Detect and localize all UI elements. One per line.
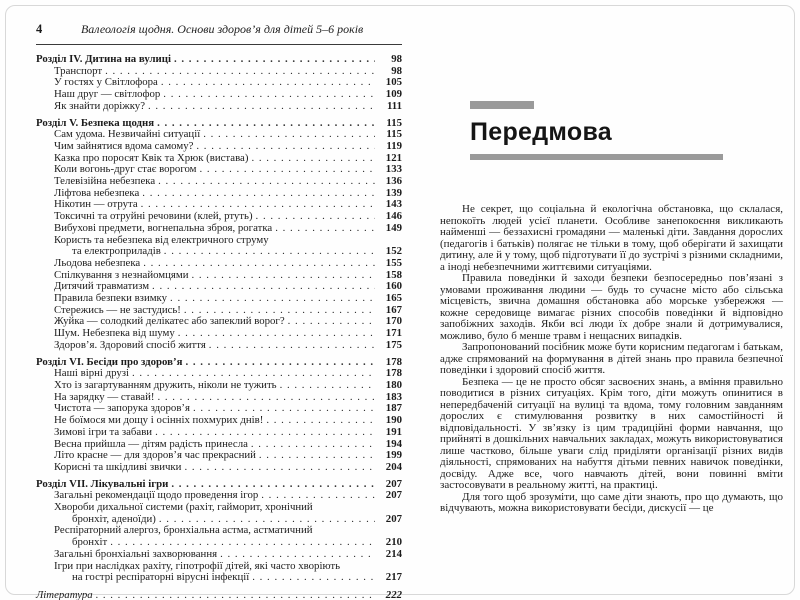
toc-page-number: 115	[386, 116, 402, 129]
toc-dot-leader	[196, 141, 375, 153]
toc-page-number: 160	[385, 280, 402, 293]
toc-entry-title: Література	[36, 588, 93, 600]
preface-page	[440, 101, 783, 515]
toc-entry-title: Правила безпеки взимку	[54, 292, 168, 305]
toc-entry-title: Транспорт	[54, 64, 103, 77]
toc-dot-leader	[163, 89, 375, 101]
toc-page-number: 187	[385, 402, 402, 415]
toc-dot-leader	[184, 462, 375, 474]
toc-page-number: 199	[385, 449, 402, 462]
toc-page-number: 158	[385, 268, 402, 281]
toc-entry	[36, 502, 402, 514]
toc-page-number: 136	[385, 175, 402, 188]
toc-page-number: 207	[385, 489, 402, 502]
toc-page-number: 183	[385, 390, 402, 403]
toc-entry	[36, 54, 402, 66]
toc-entry	[36, 572, 402, 584]
toc-page-number: 143	[385, 198, 402, 211]
toc-entry-title: на гострі респіраторні вірусні інфекції	[72, 571, 250, 584]
toc-page-number: 139	[385, 186, 402, 199]
toc-entry-title: Телевізійна небезпека	[54, 175, 156, 188]
toc-entry-title: У гостях у Світлофора	[54, 76, 158, 89]
toc-entry-title: Токсичні та отруйні речовини (клей, ртуть)	[54, 210, 253, 223]
toc-dot-leader	[158, 176, 375, 188]
toc-page-number: 152	[385, 245, 402, 258]
toc-dot-leader	[280, 380, 375, 392]
toc-dot-leader	[170, 293, 375, 305]
toc-page-number: 191	[385, 425, 402, 438]
toc-page-number: 194	[385, 437, 402, 450]
toc-entry	[36, 293, 402, 305]
toc-entry	[36, 176, 402, 188]
toc-entry-title: Розділ V. Безпека щодня	[36, 116, 155, 129]
toc-entry	[36, 549, 402, 561]
toc-entry-title: Стережись — не застудись!	[54, 303, 181, 316]
toc-entry-title: Чистота — запорука здоров’я	[54, 402, 190, 415]
toc-dot-leader	[192, 270, 376, 282]
toc-dot-leader	[252, 572, 375, 584]
toc-entry-title: Коли вогонь-друг стає ворогом	[54, 163, 197, 176]
toc-entry-title: Розділ VI. Бесіди про здоров’я	[36, 355, 183, 368]
toc-dot-leader	[251, 153, 375, 165]
toc-dot-leader	[143, 258, 375, 270]
toc-dot-leader	[256, 211, 375, 223]
paragraph: Не секрет, що соціальна й екологічна обстановка, що склалася, непокоїть людей усієї планети. Особливе занепокоєння викликають найменші — беззахисні громадяни — маленькі діти. Завдання дорослих (педагогів і батьків) полягає не тільки в тому, щоб оберігати й захищати дитину, але й у тому, щоб підготувати її до зустрічі з різними складними, а іноді небезпечними життєвими ситуаціями.	[440, 203, 783, 273]
toc-dot-leader	[152, 281, 375, 293]
toc-entry-title: бронхіт	[72, 536, 108, 549]
toc-entry	[36, 258, 402, 270]
toc-entry-title: Хто із загартуванням дружить, ніколи не тужить	[54, 378, 277, 391]
toc-entry-title: Наші вірні друзі	[54, 367, 129, 380]
toc-page-number: 214	[385, 547, 402, 560]
toc-dot-leader	[185, 357, 375, 369]
toc-entry-title: Загальні рекомендації щодо проведення ігор	[54, 489, 259, 502]
toc-page-number: 109	[385, 88, 402, 101]
toc-dot-leader	[209, 340, 375, 352]
toc-page-number: 121	[385, 151, 402, 164]
toc-entry	[36, 340, 402, 352]
toc-page-number: 210	[385, 536, 402, 549]
toc-entry-title: Дитячий травматизм	[54, 280, 150, 293]
table-of-contents	[36, 54, 402, 600]
toc-page-number: 146	[385, 210, 402, 223]
toc-dot-leader	[275, 223, 375, 235]
toc-dot-leader	[259, 450, 375, 462]
toc-page-number: 207	[385, 477, 402, 490]
toc-page-number: 167	[385, 303, 402, 316]
toc-entry-title: Сам удома. Незвичайні ситуації	[54, 128, 201, 141]
toc-page-number: 217	[385, 571, 402, 584]
toc-entry-title: Чим зайнятися вдома самому?	[54, 139, 194, 152]
toc-page-number: 180	[385, 378, 402, 391]
preface-body	[440, 204, 783, 515]
toc-entry	[36, 101, 402, 113]
toc-entry-title: Корисні та шкідливі звички	[54, 460, 182, 473]
paragraph: Безпека — це не просто обсяг засвоєних знань, а вміння правильно поводитися в різних ситуаціях. Крім того, діти можуть опинитися в непередбаченій ситуації на вулиці та вдома, тому головним завданням дорослих є стимулювання розвитку в них самостійності й відповідальності. У зв’язку із цим традиційні форми навчання, що прийняті в дошкільних навчальних закладах, можуть використовуватися лише частково, більше уваги слід приділяти організації різних видів діяльності, спрямованих на набуття дітьми певних навичок поведінки, досвіду. Адже все, чого навчають дітей, вони повинні вміти застосовувати в реальному житті, на практиці.	[440, 375, 783, 491]
toc-entry-title: бронхіт, аденоїди)	[72, 512, 156, 525]
toc-entry	[36, 590, 402, 600]
toc-entry	[36, 380, 402, 392]
toc-dot-leader	[203, 129, 375, 141]
toc-entry-title: Жуйка — солодкий делікатес або запеклий ворог?	[54, 315, 285, 328]
toc-page-number: 149	[385, 221, 402, 234]
toc-page-number: 190	[385, 414, 402, 427]
toc-entry	[36, 427, 402, 439]
toc-dot-leader	[155, 427, 375, 439]
toc-page-number: 98	[391, 53, 402, 65]
toc-dot-leader	[174, 54, 375, 66]
toc-entry-title: Розділ VII. Лікувальні ігри	[36, 477, 169, 490]
toc-entry-title: Ліфтова небезпека	[54, 186, 140, 199]
toc-dot-leader	[164, 246, 375, 258]
toc-entry-title: Літо красне — для здоров’я час прекрасний	[54, 449, 256, 462]
toc-dot-leader	[157, 392, 375, 404]
toc-entry-title: Як знайти доріжку?	[54, 99, 145, 112]
toc-entry-title: Респіраторний алергоз, бронхіальна астма, астматичний	[54, 524, 313, 537]
toc-page-number: 111	[386, 99, 402, 112]
toc-entry-title: Не боїмося ми дощу і осінніх похмурих днів!	[54, 414, 264, 427]
toc-entry	[36, 223, 402, 235]
toc-page-number: 98	[391, 64, 402, 77]
toc-entry-title: Здоров’я. Здоровий спосіб життя	[54, 338, 206, 351]
paragraph: Для того щоб зрозуміти, що саме діти знають, про що думають, що відчувають, можна використовувати бесіди, дискусії — це	[440, 490, 783, 514]
toc-page-number: 222	[385, 588, 402, 600]
toc-entry-title: Ігри при наслідках рахіту, гіпотрофії дітей, які часто хворіють	[54, 559, 341, 572]
toc-entry-title: Загальні бронхіальні захворювання	[54, 547, 218, 560]
toc-page-number: 133	[385, 163, 402, 176]
toc-entry-title: Казка про поросят Квік та Хрюк (вистава)	[54, 151, 249, 164]
toc-dot-leader	[220, 549, 375, 561]
section-title: Передмова	[470, 118, 612, 146]
chapter-title-block	[470, 101, 783, 160]
toc-dot-leader	[288, 316, 375, 328]
paragraph: Правила поведінки й заходи безпеки безпосередньо пов’язані з умовами проживання людини — будь то сучасне місто або сільська місцевість, звична домашня обстановка або морське узбережжя — кожне середовище вимагає різних способів поведінки й відповідно запобіжних заходів. Якби всі люди їх добре знали й дотримувалися, можливо, було б менше травм і нещасних випадків.	[440, 272, 783, 342]
page-header	[36, 22, 402, 45]
toc-page-number: 105	[385, 76, 402, 89]
toc-page-number: 170	[385, 315, 402, 328]
running-title: Валеологія щодня. Основи здоров’я для дітей 5–6 років	[80, 22, 364, 36]
toc-dot-leader	[148, 101, 375, 113]
toc-entry-title: Хвороби дихальної системи (рахіт, гайморит, хронічний	[54, 501, 313, 514]
decor-bar-short	[470, 101, 534, 109]
page-number: 4	[36, 22, 43, 36]
toc-entry-title: Розділ IV. Дитина на вулиці	[36, 53, 171, 65]
toc-page-number: 175	[385, 338, 402, 351]
toc-entry-title: Зимові ігри та забави	[54, 425, 153, 438]
toc-entry-title: Весна прийшла — дітям радість принесла	[54, 437, 248, 450]
toc-page-number: 165	[385, 292, 402, 305]
toc-dot-leader	[266, 415, 375, 427]
toc-page-number: 178	[385, 367, 402, 380]
toc-entry	[36, 141, 402, 153]
toc-dot-leader	[200, 164, 375, 176]
toc-dot-leader	[96, 590, 375, 600]
decor-bar-long	[470, 154, 723, 160]
toc-entry-title: Нікотин — отрута	[54, 198, 138, 211]
toc-dot-leader	[178, 328, 375, 340]
toc-page-number: 207	[385, 512, 402, 525]
toc-entry-title: Наш друг — світлофор	[54, 88, 161, 101]
toc-entry-title: Шум. Небезпека від шуму	[54, 327, 175, 340]
toc-entry-title: На зарядку — ставай!	[54, 390, 155, 403]
toc-page-number: 178	[385, 355, 402, 368]
toc-entry-title: та електроприладів	[72, 245, 161, 258]
toc-page-number: 204	[385, 460, 402, 473]
toc-page-number: 171	[385, 327, 402, 340]
toc-entry-title: Користь та небезпека від електричного струму	[54, 233, 269, 246]
toc-entry-title: Льодова небезпека	[54, 256, 141, 269]
toc-entry	[36, 462, 402, 474]
toc-page-number: 119	[386, 139, 402, 152]
paragraph: Запропонований посібник може бути корисним педагогам і батькам, адже спрямований на формування в дітей знань про правила безпечної поведінки і здоровий спосіб життя.	[440, 341, 783, 376]
toc-page-number: 155	[385, 256, 402, 269]
toc-entry-title: Спілкування з незнайомцями	[54, 268, 189, 281]
toc-dot-leader	[251, 439, 375, 451]
toc-dot-leader	[161, 77, 375, 89]
toc-page	[36, 22, 402, 600]
toc-page-number: 115	[386, 128, 402, 141]
toc-entry-title: Вибухові предмети, вогнепальна зброя, рогатка	[54, 221, 273, 234]
toc-dot-leader	[142, 188, 375, 200]
